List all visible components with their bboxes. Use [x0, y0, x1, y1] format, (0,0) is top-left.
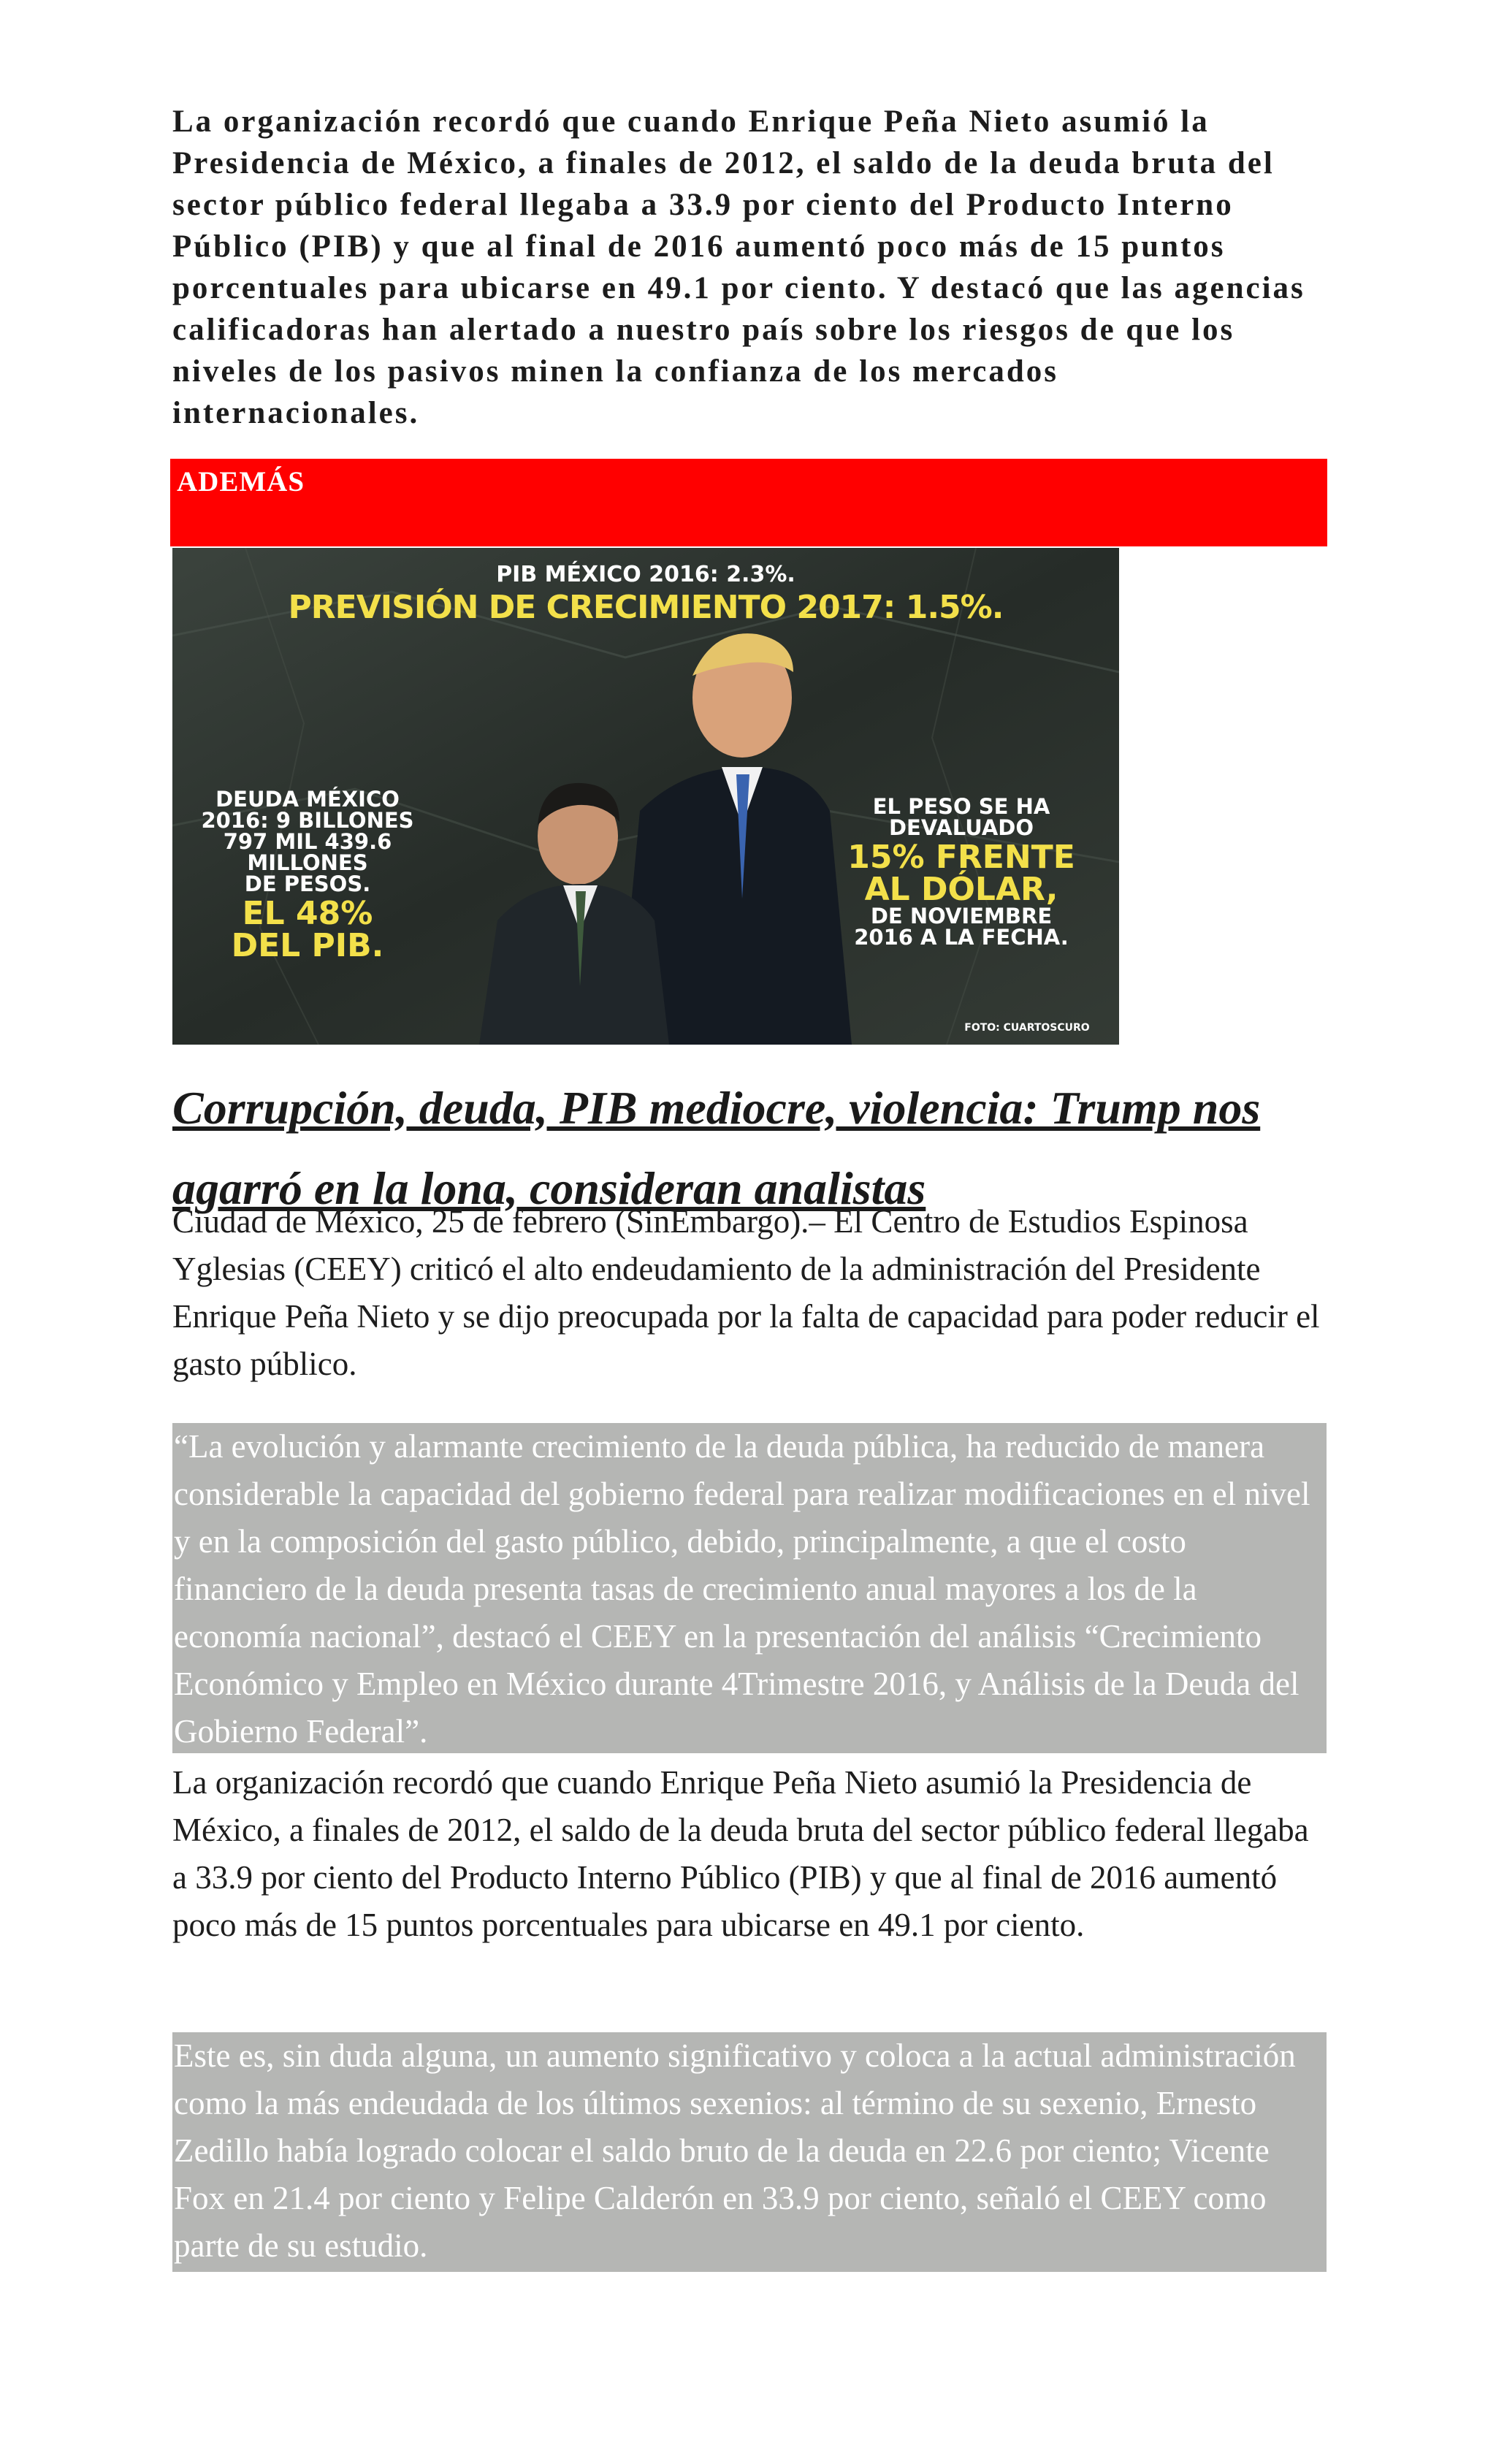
- photo-top-headline: PREVISIÓN DE CRECIMIENTO 2017: 1.5%.: [288, 589, 1004, 626]
- photo-left-line: DE PESOS.: [244, 871, 371, 896]
- photo-right-big: AL DÓLAR,: [864, 871, 1058, 908]
- photo-right-line: DE NOVIEMBRE: [870, 904, 1053, 928]
- article-headline[interactable]: Corrupción, deuda, PIB mediocre, violencia: Trump nos agarró en la lona, consideran analistas: [172, 1082, 1261, 1214]
- photo-left-line: 797 MIL 439.6: [223, 829, 392, 854]
- photo-right-big: 15% FRENTE: [847, 839, 1075, 876]
- quote-text-1: “La evolución y alarmante crecimiento de la deuda pública, ha reducido de manera considerable la capacidad del gobierno federal para realizar modificaciones en el nivel y en la composición del gasto público, debido, principalmente, a que el costo financiero de la deuda presenta tasas de crecimiento anual mayores a los de la economía nacional”, destacó el CEEY en la presentación del análisis “Crecimiento Económico y Empleo en México durante 4Trimestre 2016, y Análisis de la Deuda del Gobierno Federal”.: [174, 1428, 1310, 1750]
- photo-right-line: 2016 A LA FECHA.: [854, 925, 1069, 950]
- photo-left-big: EL 48%: [242, 895, 373, 932]
- quote-text-2: Este es, sin duda alguna, un aumento significativo y coloca a la actual administración como la más endeudada de los últimos sexenios: al término de su sexenio, Ernesto Zedillo había logrado colocar el saldo bruto de la deuda en 22.6 por ciento; Vicente Fox en 21.4 por ciento y Felipe Calderón en 33.9 por ciento, señaló el CEEY como parte de su estudio.: [174, 2037, 1296, 2264]
- photo-right-line: DEVALUADO: [888, 815, 1034, 840]
- photo-right-line: EL PESO SE HA: [872, 794, 1050, 819]
- photo-left-big: DEL PIB.: [231, 927, 384, 964]
- photo-right-text: [830, 796, 1093, 948]
- quote-block-2: [172, 2032, 1327, 2272]
- article-intro: Ciudad de México, 25 de febrero (SinEmbargo).– El Centro de Estudios Espinosa Yglesias (CEEY) criticó el alto endeudamiento de la administración del Presidente Enrique Peña Nieto y se dijo preocupada por la falta de capacidad para poder reducir el gasto público.: [172, 1203, 1320, 1382]
- article-photo: [172, 548, 1119, 1045]
- section-banner: [170, 459, 1327, 546]
- photo-left-line: DEUDA MÉXICO: [215, 787, 400, 812]
- quote-block-1: [172, 1423, 1327, 1753]
- section-label: ADEMÁS: [177, 466, 305, 497]
- article-body: La organización recordó que cuando Enrique Peña Nieto asumió la Presidencia de México, a finales de 2012, el saldo de la deuda bruta del sector público federal llegaba a 33.9 por ciento del Producto Interno Público (PIB) y que al final de 2016 aumentó poco más de 15 puntos porcentuales para ubicarse en 49.1 por ciento.: [172, 1764, 1309, 1943]
- photo-top-line: PIB MÉXICO 2016: 2.3%.: [496, 562, 795, 587]
- photo-left-line: 2016: 9 BILLONES: [201, 808, 414, 833]
- photo-left-line: MILLONES: [247, 850, 368, 875]
- photo-credit: FOTO: CUARTOSCURO: [964, 1022, 1090, 1034]
- photo-left-text: [187, 789, 428, 962]
- lead-paragraph: La organización recordó que cuando Enrique Peña Nieto asumió la Presidencia de México, a finales de 2012, el saldo de la deuda bruta del sector público federal llegaba a 33.9 por ciento del Producto Interno Público (PIB) y que al final de 2016 aumentó poco más de 15 puntos porcentuales para ubicarse en 49.1 por ciento. Y destacó que las agencias calificadoras han alertado a nuestro país sobre los riesgos de que los niveles de los pasivos minen la confianza de los mercados internacionales.: [172, 104, 1305, 430]
